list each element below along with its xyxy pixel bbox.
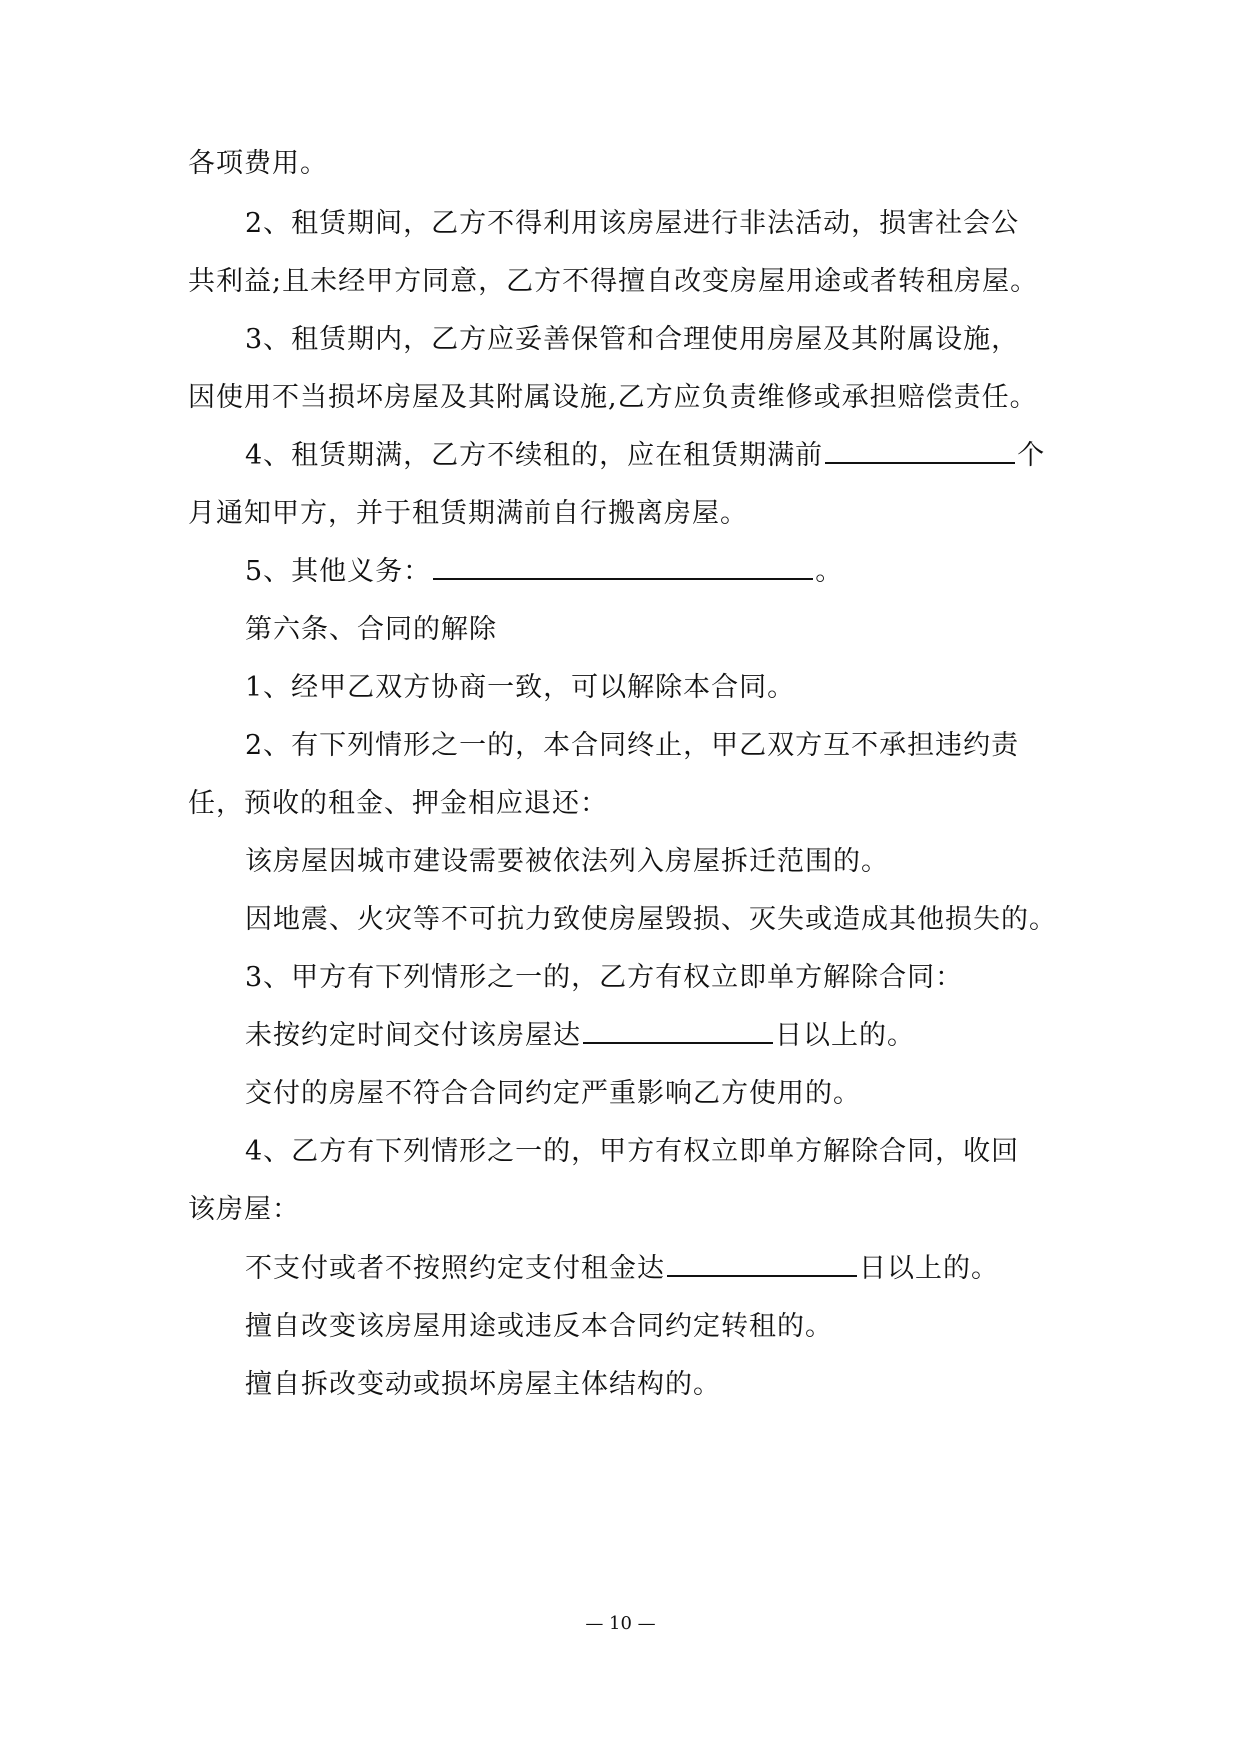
art6-clause-2-line-2: 任，预收的租金、押金相应退还： [188, 788, 608, 819]
rent-delay-days-blank[interactable] [667, 1253, 857, 1277]
art6-clause-4-line-1: 4、乙方有下列情形之一的，甲方有权立即单方解除合同，收回 [245, 1136, 1020, 1167]
rent-delay-text-before: 不支付或者不按照约定支付租金达 [245, 1253, 665, 1284]
text-line: 各项费用。 [188, 148, 328, 179]
rent-delay-text-after: 日以上的。 [859, 1253, 999, 1284]
clause-5-text-after: 。 [815, 556, 844, 587]
art6-clause-4-item-3: 擅自拆改变动或损坏房屋主体结构的。 [245, 1369, 721, 1400]
art6-clause-4-item-1 [245, 1252, 999, 1286]
art6-clause-2-line-1: 2、有下列情形之一的，本合同终止，甲乙双方互不承担违约责 [245, 730, 1020, 761]
other-obligations-blank[interactable] [433, 556, 813, 580]
article-6-heading: 第六条、合同的解除 [245, 614, 497, 645]
clause-5-line [245, 555, 843, 589]
clause-4-text-before: 4、租赁期满，乙方不续租的，应在租赁期满前 [245, 440, 824, 471]
clause-2-line-1: 2、租赁期间，乙方不得利用该房屋进行非法活动，损害社会公 [245, 208, 1020, 239]
art6-clause-2-item-1: 该房屋因城市建设需要被依法列入房屋拆迁范围的。 [245, 846, 889, 877]
clause-3-line-1: 3、租赁期内，乙方应妥善保管和合理使用房屋及其附属设施， [245, 324, 1020, 355]
art6-clause-1: 1、经甲乙双方协商一致，可以解除本合同。 [245, 672, 796, 703]
clause-2-line-2: 共利益;且未经甲方同意，乙方不得擅自改变房屋用途或者转租房屋。 [188, 266, 1039, 297]
clause-5-text-before: 5、其他义务： [245, 556, 432, 587]
delivery-delay-text-before: 未按约定时间交付该房屋达 [245, 1020, 581, 1051]
art6-clause-2-item-2: 因地震、火灾等不可抗力致使房屋毁损、灭失或造成其他损失的。 [245, 904, 1057, 935]
clause-3-line-2: 因使用不当损坏房屋及其附属设施,乙方应负责维修或承担赔偿责任。 [188, 382, 1038, 413]
delivery-delay-text-after: 日以上的。 [775, 1020, 915, 1051]
page-number: — 10 — [585, 1613, 656, 1634]
clause-4-line-1 [245, 439, 1045, 473]
art6-clause-3: 3、甲方有下列情形之一的，乙方有权立即单方解除合同： [245, 962, 964, 993]
clause-4-text-after: 个 [1017, 440, 1046, 471]
art6-clause-3-item-1 [245, 1019, 915, 1053]
delivery-delay-days-blank[interactable] [583, 1020, 773, 1044]
art6-clause-3-item-2: 交付的房屋不符合合同约定严重影响乙方使用的。 [245, 1078, 861, 1109]
clause-4-line-2: 月通知甲方，并于租赁期满前自行搬离房屋。 [188, 498, 748, 529]
art6-clause-4-item-2: 擅自改变该房屋用途或违反本合同约定转租的。 [245, 1311, 833, 1342]
notice-months-blank[interactable] [825, 440, 1015, 464]
art6-clause-4-line-2: 该房屋： [188, 1194, 300, 1225]
